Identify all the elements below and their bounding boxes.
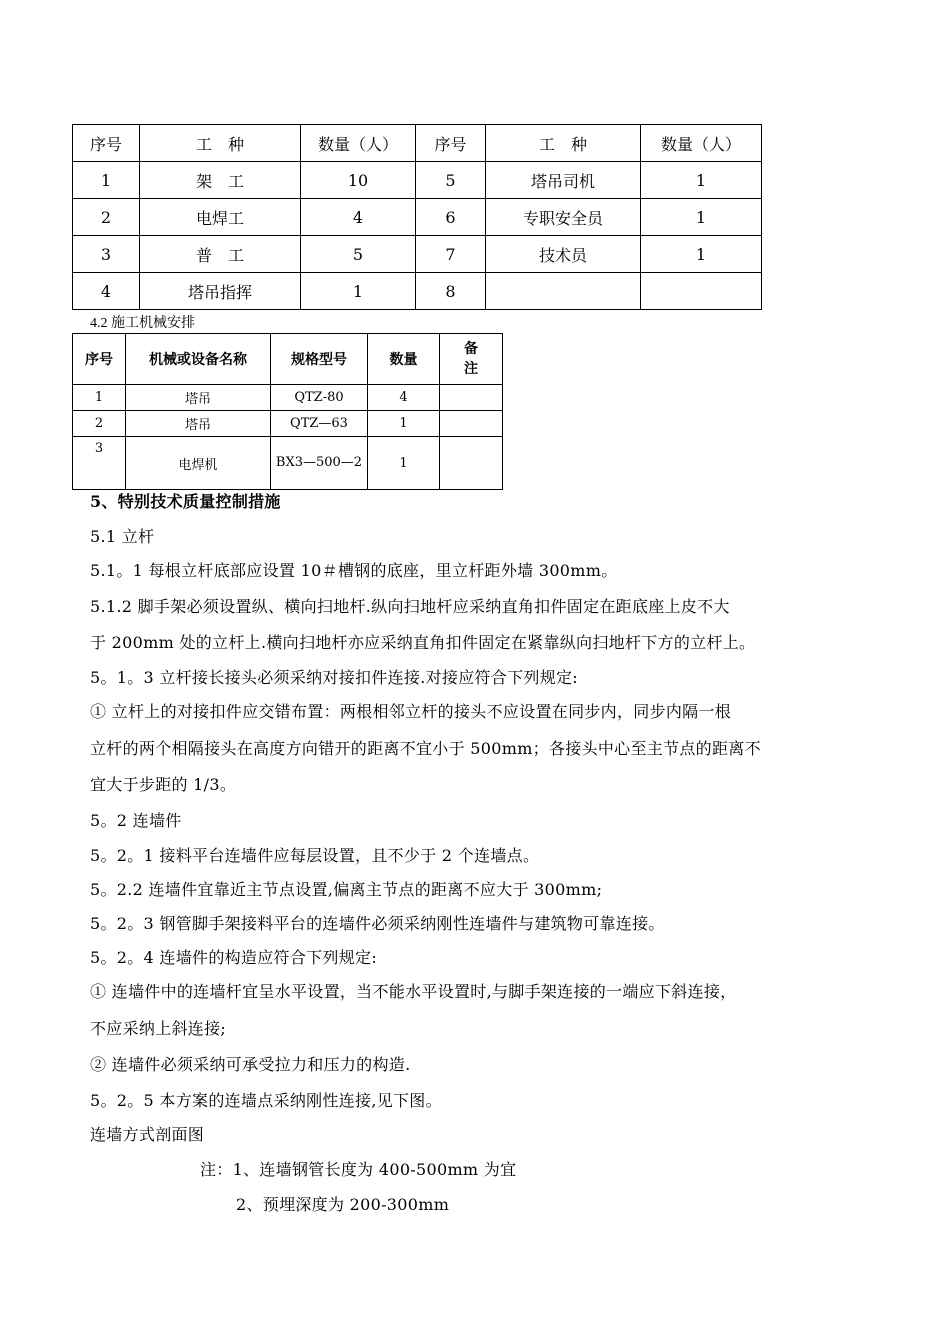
table-row <box>73 273 762 310</box>
section-heading: 5、特别技术质量控制措施 <box>90 492 281 511</box>
machines-header-row <box>73 334 503 385</box>
table-row <box>73 437 503 490</box>
paragraph-line: ② 连墙件必须采纳可承受拉力和压力的构造. <box>90 1055 411 1074</box>
header-cell: 机械或设备名称 <box>126 334 271 385</box>
table-cell: 1 <box>641 199 762 236</box>
note-line: 注：1、连墙钢管长度为 400-500mm 为宜 <box>200 1160 517 1179</box>
table-cell: 5 <box>301 236 416 273</box>
workers-header-row <box>73 125 762 162</box>
header-cell: 数量（人） <box>301 125 416 162</box>
paragraph-line: 宜大于步距的 1/3。 <box>90 775 237 794</box>
note-line: 2、预埋深度为 200-300mm <box>236 1195 450 1214</box>
remarks-header: 备注 <box>464 341 478 377</box>
table-cell: 1 <box>301 273 416 310</box>
table-cell: 架 工 <box>140 162 301 199</box>
table-cell: 7 <box>416 236 486 273</box>
header-cell: 序号 <box>416 125 486 162</box>
paragraph-line: 5。1。3 立杆接长接头必须采纳对接扣件连接.对接应符合下列规定: <box>90 668 579 687</box>
table-cell: 4 <box>368 385 440 411</box>
table-cell: 塔吊司机 <box>486 162 641 199</box>
spec-text: BX3—500—2 <box>275 455 363 470</box>
header-cell <box>440 334 503 385</box>
subsection-heading: 5.1 立杆 <box>90 527 155 546</box>
table-row <box>73 236 762 273</box>
table-cell <box>641 273 762 310</box>
header-cell: 工 种 <box>140 125 301 162</box>
table-cell: 1 <box>73 385 126 411</box>
paragraph-line: 于 200mm 处的立杆上.横向扫地杆亦应采纳直角扣件固定在紧靠纵向扫地杆下方的立杆上。 <box>90 633 756 652</box>
table-cell: 2 <box>73 199 140 236</box>
paragraph-line: 5.1。1 每根立杆底部应设置 10＃槽钢的底座，里立杆距外墙 300mm。 <box>90 561 618 580</box>
subsection-heading: 5。2 连墙件 <box>90 811 182 830</box>
table-cell: 1 <box>641 236 762 273</box>
table-cell: QTZ—63 <box>271 411 368 437</box>
table-cell <box>486 273 641 310</box>
table-cell: 专职安全员 <box>486 199 641 236</box>
table-cell: 电焊工 <box>140 199 301 236</box>
header-cell: 数量（人） <box>641 125 762 162</box>
table-cell: 1 <box>641 162 762 199</box>
paragraph-line: 5。2。4 连墙件的构造应符合下列规定: <box>90 948 378 967</box>
paragraph-line: ① 连墙件中的连墙杆宜呈水平设置，当不能水平设置时,与脚手架连接的一端应下斜连接， <box>90 982 737 1001</box>
table-cell: 1 <box>368 437 440 490</box>
paragraph-line: ① 立杆上的对接扣件应交错布置：两根相邻立杆的接头不应设置在同步内，同步内隔一根 <box>90 702 732 721</box>
paragraph-line: 5。2。1 接料平台连墙件应每层设置，且不少于 2 个连墙点。 <box>90 846 540 865</box>
paragraph-line: 5。2。5 本方案的连墙点采纳刚性连接,见下图。 <box>90 1091 442 1110</box>
machines-table <box>72 333 503 490</box>
header-cell: 规格型号 <box>271 334 368 385</box>
table-cell: 3 <box>73 437 126 490</box>
table-cell: QTZ-80 <box>271 385 368 411</box>
table-row <box>73 199 762 236</box>
table-cell: 电焊机 <box>126 437 271 490</box>
paragraph-line: 5。2.2 连墙件宜靠近主节点设置,偏离主节点的距离不应大于 300mm; <box>90 880 603 899</box>
table-cell: 2 <box>73 411 126 437</box>
table-cell: 1 <box>73 162 140 199</box>
table-cell: 塔吊 <box>126 411 271 437</box>
table-cell: 4 <box>301 199 416 236</box>
figure-caption: 连墙方式剖面图 <box>90 1125 205 1144</box>
table-row <box>73 162 762 199</box>
machines-caption: 4.2 施工机械安排 <box>90 316 195 331</box>
header-cell: 工 种 <box>486 125 641 162</box>
table-cell: 10 <box>301 162 416 199</box>
table-row <box>73 411 503 437</box>
paragraph-line: 不应采纳上斜连接; <box>90 1019 227 1038</box>
table-cell <box>440 385 503 411</box>
table-cell: 塔吊 <box>126 385 271 411</box>
table-cell <box>440 437 503 490</box>
table-cell: 6 <box>416 199 486 236</box>
table-row <box>73 385 503 411</box>
table-cell <box>271 437 368 490</box>
paragraph-line: 5.1.2 脚手架必须设置纵、横向扫地杆.纵向扫地杆应采纳直角扣件固定在距底座上皮不大 <box>90 597 730 616</box>
table-cell: 4 <box>73 273 140 310</box>
table-cell: 1 <box>368 411 440 437</box>
table-cell: 技术员 <box>486 236 641 273</box>
table-cell <box>440 411 503 437</box>
header-cell: 数量 <box>368 334 440 385</box>
header-cell: 序号 <box>73 334 126 385</box>
paragraph-line: 5。2。3 钢管脚手架接料平台的连墙件必须采纳刚性连墙件与建筑物可靠连接。 <box>90 914 665 933</box>
paragraph-line: 立杆的两个相隔接头在高度方向错开的距离不宜小于 500mm；各接头中心至主节点的距离不 <box>90 739 761 758</box>
table-cell: 3 <box>73 236 140 273</box>
table-cell: 普 工 <box>140 236 301 273</box>
table-cell: 5 <box>416 162 486 199</box>
table-cell: 塔吊指挥 <box>140 273 301 310</box>
workers-table <box>72 124 762 310</box>
header-cell: 序号 <box>73 125 140 162</box>
table-cell: 8 <box>416 273 486 310</box>
